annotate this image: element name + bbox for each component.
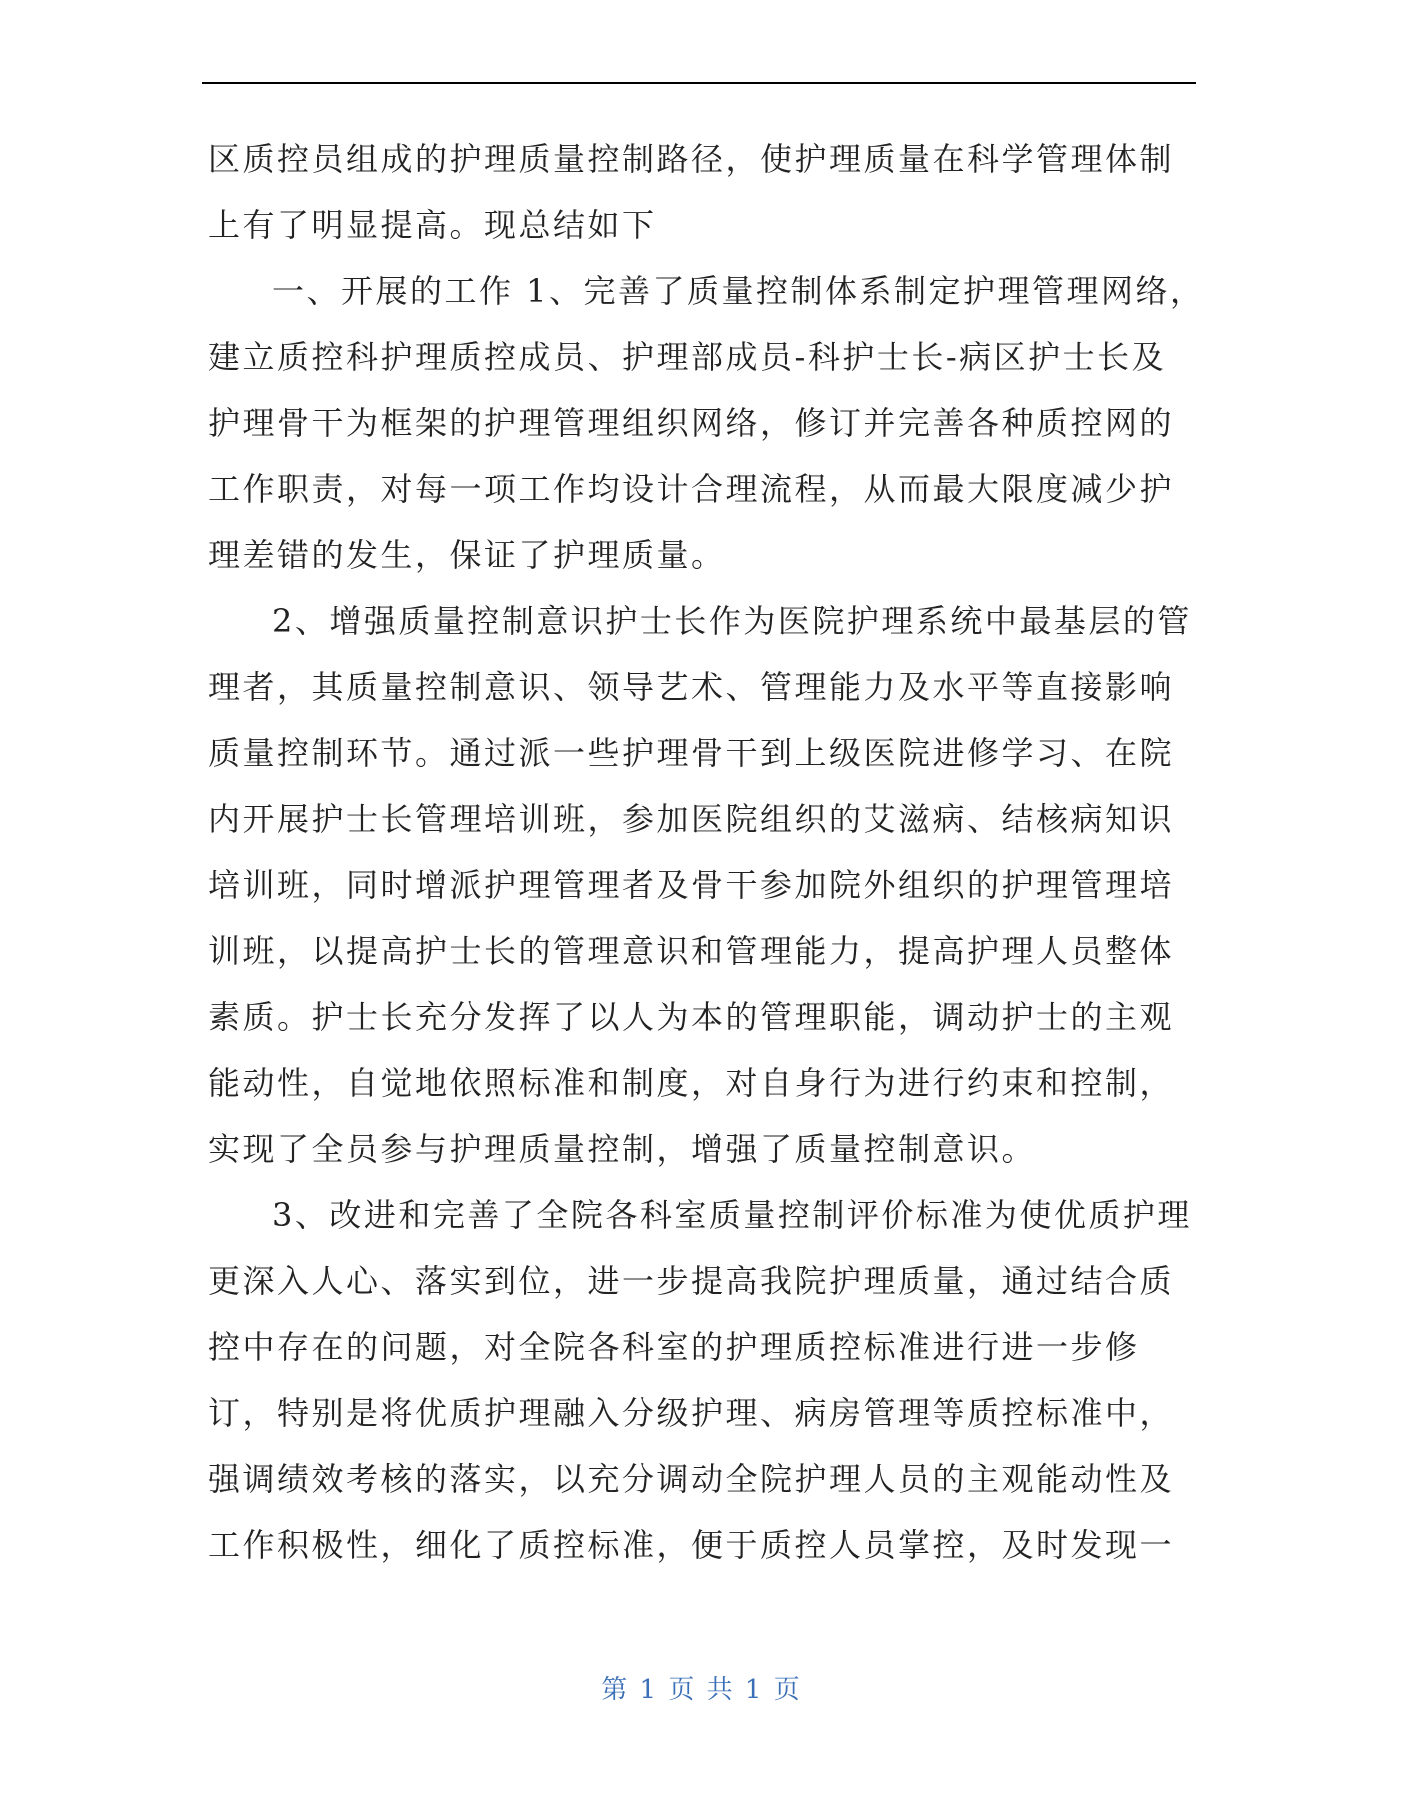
text-line: 质量控制环节。通过派一些护理骨干到上级医院进修学习、在院	[208, 734, 1175, 772]
text-line: 内开展护士长管理培训班，参加医院组织的艾滋病、结核病知识	[208, 800, 1175, 838]
text-line: 建立质控科护理质控成员、护理部成员-科护士长-病区护士长及	[208, 338, 1167, 376]
text-line: 上有了明显提高。现总结如下	[208, 206, 657, 244]
text-line: 强调绩效考核的落实，以充分调动全院护理人员的主观能动性及	[208, 1460, 1175, 1498]
text-line: 3、改进和完善了全院各科室质量控制评价标准为使优质护理	[272, 1196, 1192, 1234]
text-line: 素质。护士长充分发挥了以人为本的管理职能，调动护士的主观	[208, 998, 1175, 1036]
text-line: 理差错的发生，保证了护理质量。	[208, 536, 726, 574]
text-line: 实现了全员参与护理质量控制，增强了质量控制意识。	[208, 1130, 1037, 1168]
text-line: 控中存在的问题，对全院各科室的护理质控标准进行进一步修	[208, 1328, 1140, 1366]
text-line: 更深入人心、落实到位，进一步提高我院护理质量，通过结合质	[208, 1262, 1175, 1300]
header-rule	[202, 82, 1196, 84]
text-line: 能动性，自觉地依照标准和制度，对自身行为进行约束和控制，	[208, 1064, 1175, 1102]
text-line: 订，特别是将优质护理融入分级护理、病房管理等质控标准中，	[208, 1394, 1175, 1432]
page-number-footer: 第 1 页 共 1 页	[601, 1675, 802, 1705]
text-line: 训班，以提高护士长的管理意识和管理能力，提高护理人员整体	[208, 932, 1175, 970]
text-line: 2、增强质量控制意识护士长作为医院护理系统中最基层的管	[272, 602, 1192, 640]
text-line: 区质控员组成的护理质量控制路径，使护理质量在科学管理体制	[208, 140, 1175, 178]
text-line: 理者，其质量控制意识、领导艺术、管理能力及水平等直接影响	[208, 668, 1175, 706]
text-line: 护理骨干为框架的护理管理组织网络，修订并完善各种质控网的	[208, 404, 1175, 442]
text-line: 培训班，同时增派护理管理者及骨干参加院外组织的护理管理培	[208, 866, 1175, 904]
document-body	[208, 126, 1205, 1578]
text-line: 一、开展的工作 1、完善了质量控制体系制定护理管理网络，	[272, 272, 1205, 310]
text-line: 工作职责，对每一项工作均设计合理流程，从而最大限度减少护	[208, 470, 1175, 508]
text-line: 工作积极性，细化了质控标准，便于质控人员掌控，及时发现一	[208, 1526, 1175, 1564]
